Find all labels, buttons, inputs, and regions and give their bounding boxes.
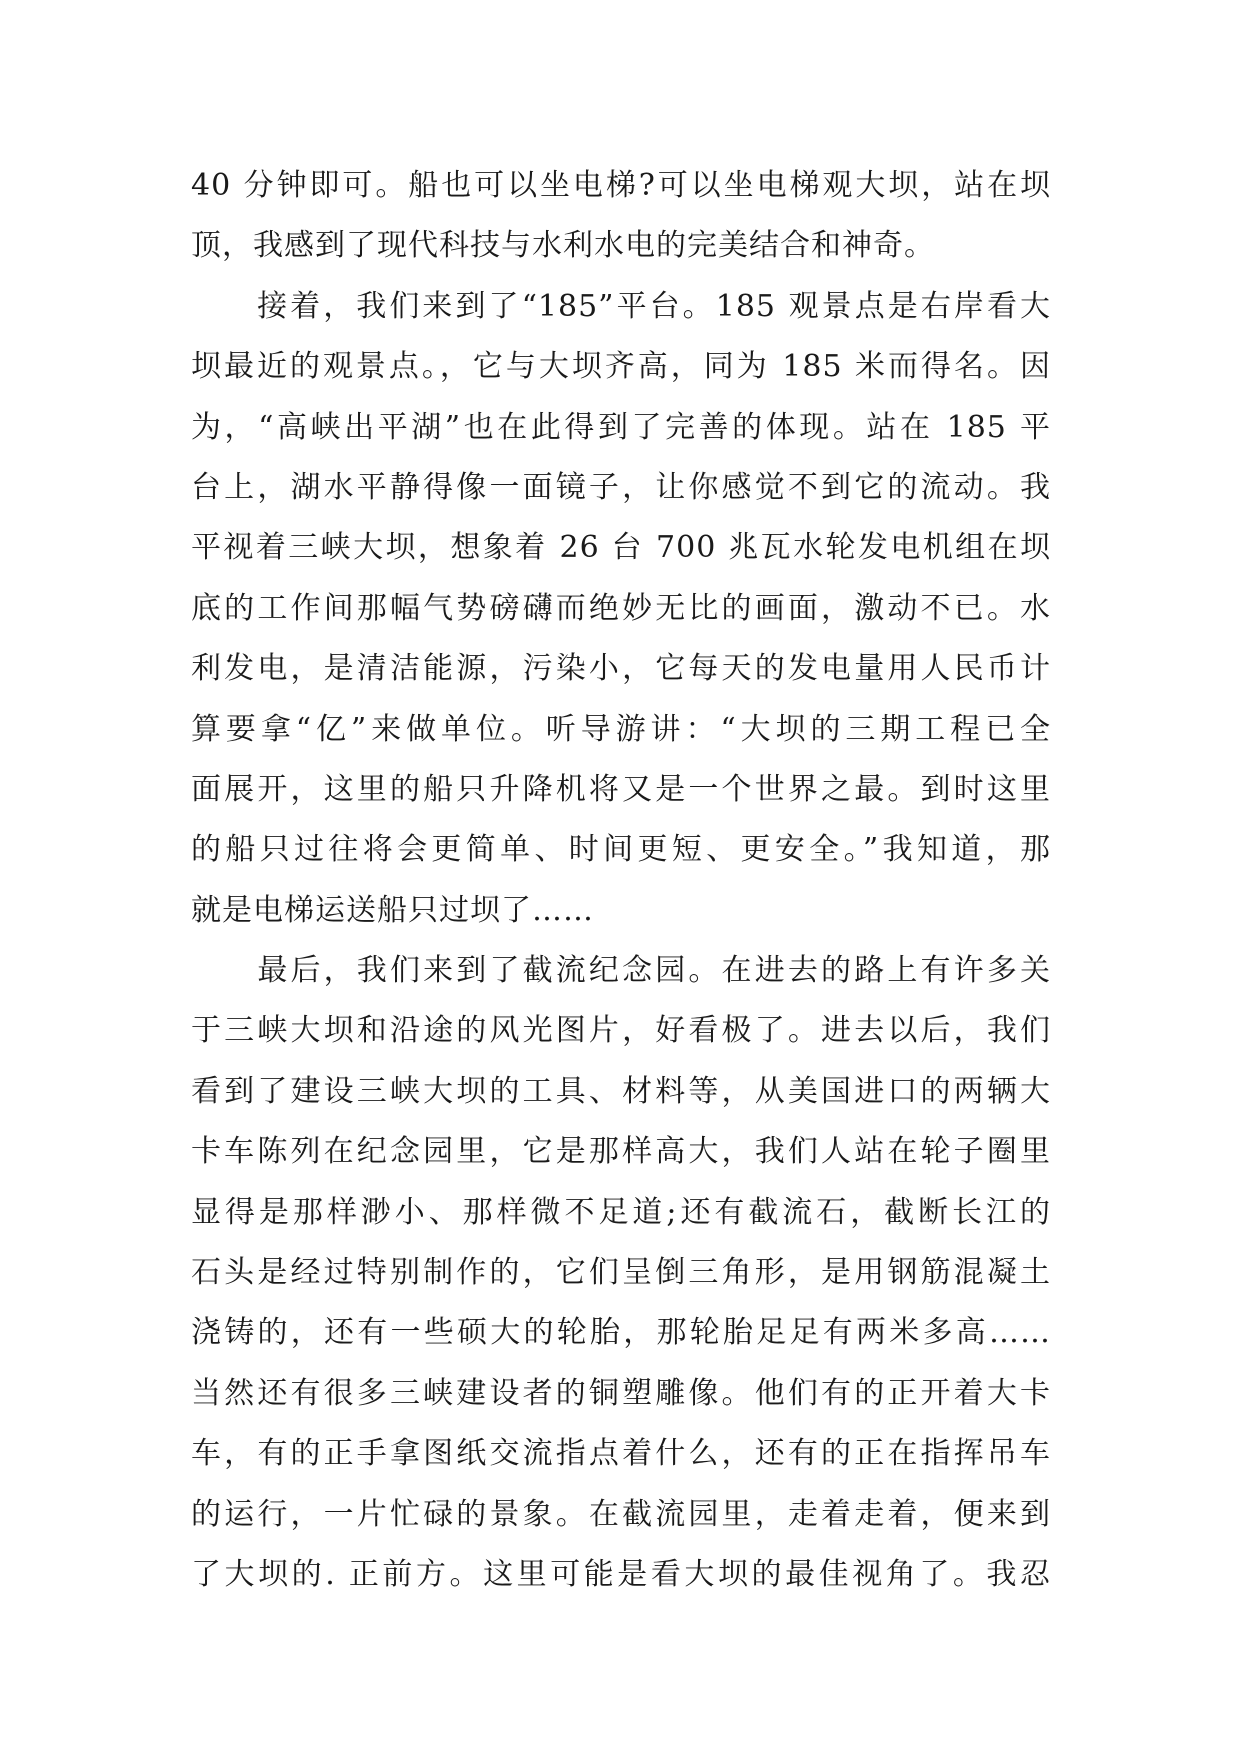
text-line: 接着，我们来到了“185”平台。185 观景点是右岸看大 xyxy=(191,288,1051,324)
text-line: 卡车陈列在纪念园里，它是那样高大，我们人站在轮子圈里 xyxy=(191,1134,1051,1170)
text-line: 显得是那样渺小、那样微不足道;还有截流石，截断长江的 xyxy=(191,1194,1051,1230)
text-line: 石头是经过特别制作的，它们呈倒三角形，是用钢筋混凝土 xyxy=(191,1255,1051,1291)
text-line: 的运行，一片忙碌的景象。在截流园里，走着走着，便来到 xyxy=(191,1496,1051,1532)
text-line: 浇铸的，还有一些硕大的轮胎，那轮胎足足有两米多高…… xyxy=(191,1315,1051,1351)
text-line: 的船只过往将会更简单、时间更短、更安全。”我知道，那 xyxy=(191,832,1051,868)
body-text xyxy=(191,156,1051,1605)
text-line: 就是电梯运送船只过坝了…… xyxy=(191,892,594,928)
text-line: 平视着三峡大坝，想象着 26 台 700 兆瓦水轮发电机组在坝 xyxy=(191,530,1051,566)
text-line: 于三峡大坝和沿途的风光图片，好看极了。进去以后，我们 xyxy=(191,1013,1051,1049)
text-line: 顶，我感到了现代科技与水利水电的完美结合和神奇。 xyxy=(191,228,935,264)
text-line: 坝最近的观景点。，它与大坝齐高，同为 185 米而得名。因 xyxy=(191,349,1051,385)
text-line: 看到了建设三峡大坝的工具、材料等，从美国进口的两辆大 xyxy=(191,1073,1051,1109)
text-line: 台上，湖水平静得像一面镜子，让你感觉不到它的流动。我 xyxy=(191,469,1051,505)
text-line: 40 分钟即可。船也可以坐电梯?可以坐电梯观大坝，站在坝 xyxy=(191,168,1051,203)
text-line: 底的工作间那幅气势磅礴而绝妙无比的画面，激动不已。水 xyxy=(191,590,1051,626)
text-line: 为，“高峡出平湖”也在此得到了完善的体现。站在 185 平 xyxy=(191,409,1051,445)
text-line: 当然还有很多三峡建设者的铜塑雕像。他们有的正开着大卡 xyxy=(191,1375,1051,1411)
text-line: 利发电，是清洁能源，污染小，它每天的发电量用人民币计 xyxy=(191,651,1051,687)
text-line: 算要拿“亿”来做单位。听导游讲：“大坝的三期工程已全 xyxy=(191,711,1051,747)
text-line: 了大坝的. 正前方。这里可能是看大坝的最佳视角了。我忍 xyxy=(191,1556,1051,1592)
text-line: 面展开，这里的船只升降机将又是一个世界之最。到时这里 xyxy=(191,771,1051,807)
text-line: 最后，我们来到了截流纪念园。在进去的路上有许多关 xyxy=(191,953,1051,989)
text-line: 车，有的正手拿图纸交流指点着什么，还有的正在指挥吊车 xyxy=(191,1436,1051,1472)
